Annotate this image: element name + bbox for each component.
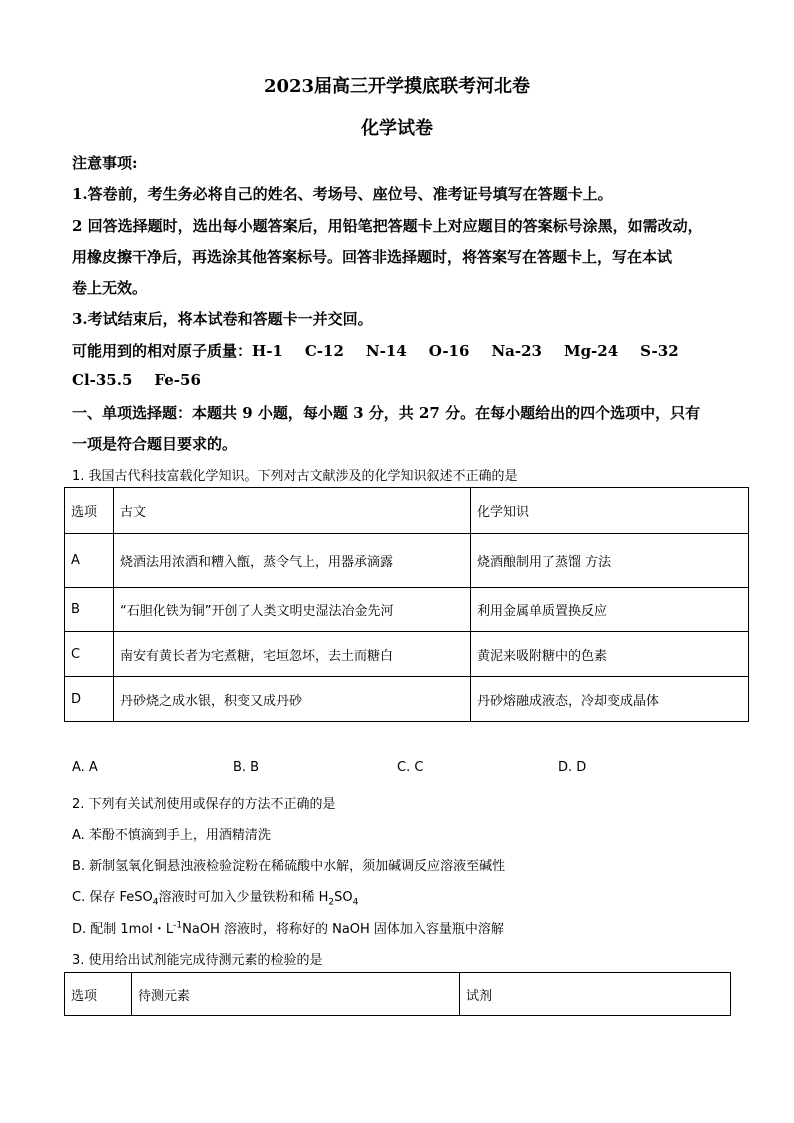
table-cell: 南安有黄长者为宅煮糖，宅垣忽坏，去土而糖白 (114, 632, 471, 677)
q1-stem: 1. 我国古代科技富载化学知识。下列对古文献涉及的化学知识叙述不正确的是 (72, 469, 518, 484)
header-cell: 选项 (65, 973, 132, 1016)
atom-mass: Fe-56 (154, 371, 201, 389)
q2-c-text: 溶液时可加入少量铁粉和稀 H (158, 890, 329, 905)
section-1-line-1: 一、单项选择题：本题共 9 小题，每小题 3 分，共 27 分。在每小题给出的四个选项中，只有 (72, 404, 701, 422)
header-cell: 古文 (114, 488, 471, 534)
q2-stem: 2. 下列有关试剂使用或保存的方法不正确的是 (72, 797, 336, 812)
header-cell: 化学知识 (471, 488, 749, 534)
table-cell: C (65, 632, 114, 677)
q2-option-c (72, 886, 358, 908)
q2-c-sub: 4 (152, 897, 159, 908)
q2-option-d (72, 918, 504, 937)
q3-table (64, 972, 731, 1016)
q1-option-d: D. D (558, 760, 587, 775)
table-cell: D (65, 677, 114, 722)
atom-mass: Cl-35.5 (72, 371, 133, 389)
q1-table (64, 487, 749, 722)
atom-mass: Na-23 (491, 342, 542, 360)
q2-c-sub: 2 (328, 897, 335, 908)
notice-heading: 注意事项: (72, 154, 138, 172)
table-row (65, 534, 749, 588)
table-cell: 烧酒法用浓酒和糟入甑，蒸令气上，用器承滴露 (114, 534, 471, 588)
atomic-masses (72, 340, 701, 361)
notice-item-3: 3.考试结束后，将本试卷和答题卡一并交回。 (72, 310, 373, 328)
table-cell: 丹砂烧之成水银，积变又成丹砂 (114, 677, 471, 722)
q2-c-sub: 4 (352, 897, 359, 908)
q2-d-sup: -1 (173, 920, 183, 931)
q1-option-b: B. B (233, 760, 260, 775)
notice-item-2-line-1: 2 回答选择题时，选出每小题答案后，用铅笔把答题卡上对应题目的答案标号涂黑，如需改动， (72, 217, 703, 235)
table-header-row (65, 488, 749, 534)
notice-item-2-line-3: 卷上无效。 (72, 279, 148, 297)
table-header-row (65, 973, 731, 1016)
atom-mass: N-14 (365, 342, 407, 360)
exam-title: 2023届高三开学摸底联考河北卷 (263, 76, 531, 97)
table-cell: 利用金属单质置换反应 (471, 588, 749, 632)
atom-mass: O-16 (428, 342, 470, 360)
q2-c-text: SO (334, 890, 353, 905)
table-cell: B (65, 588, 114, 632)
table-row (65, 632, 749, 677)
atom-mass: Mg-24 (563, 342, 619, 360)
q2-option-b: B. 新制氢氧化铜悬浊液检验淀粉在稀硫酸中水解，须加碱调反应溶液至碱性 (72, 859, 506, 874)
q2-c-text: C. 保存 FeSO (72, 890, 153, 905)
table-cell: “石胆化铁为铜”开创了人类文明史湿法冶金先河 (114, 588, 471, 632)
table-cell: A (65, 534, 114, 588)
exam-subtitle: 化学试卷 (361, 118, 433, 139)
section-1-line-2: 一项是符合题目要求的。 (72, 435, 238, 453)
table-cell: 黄泥来吸附糖中的色素 (471, 632, 749, 677)
q2-d-text: D. 配制 1mol・L (72, 922, 174, 937)
header-cell: 选项 (65, 488, 114, 534)
q3-stem: 3. 使用给出试剂能完成待测元素的检验的是 (72, 953, 323, 968)
header-cell: 待测元素 (132, 973, 460, 1016)
notice-item-2-line-2: 用橡皮擦干净后，再选涂其他答案标号。回答非选择题时，将答案写在答题卡上，写在本试 (72, 248, 673, 266)
notice-item-1: 1.答卷前，考生务必将自己的姓名、考场号、座位号、准考证号填写在答题卡上。 (72, 185, 613, 203)
atom-mass: C-12 (304, 342, 344, 360)
table-row (65, 588, 749, 632)
atomic-masses-cont (72, 371, 223, 389)
q2-d-text: NaOH 溶液时，将称好的 NaOH 固体加入容量瓶中溶解 (182, 922, 504, 937)
atom-mass: S-32 (640, 342, 679, 360)
table-cell: 丹砂熔融成液态，冷却变成晶体 (471, 677, 749, 722)
atomic-masses-label: 可能用到的相对原子质量： (72, 342, 253, 360)
header-cell: 试剂 (460, 973, 731, 1016)
q2-option-a: A. 苯酚不慎滴到手上，用酒精清洗 (72, 828, 271, 843)
atom-mass: H-1 (252, 342, 283, 360)
q1-option-c: C. C (397, 760, 424, 775)
q1-option-a: A. A (72, 760, 98, 775)
table-row (65, 677, 749, 722)
table-cell: 烧酒酿制用了蒸馏 方法 (471, 534, 749, 588)
